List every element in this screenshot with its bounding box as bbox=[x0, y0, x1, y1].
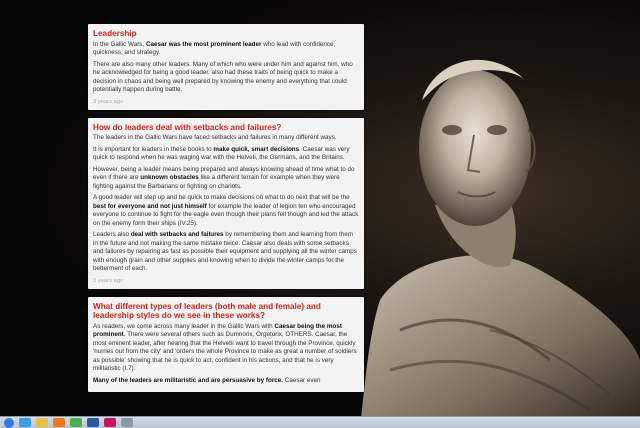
post-title[interactable]: What different types of leaders (both male and female) and leadership styles do we see in these works? bbox=[93, 301, 321, 320]
post-timestamp[interactable]: 3 years ago bbox=[93, 277, 124, 284]
post-paragraph bbox=[93, 377, 359, 386]
word-icon[interactable] bbox=[87, 418, 99, 427]
emphasis-text: best for everyone and not just himself bbox=[93, 202, 207, 210]
taskbar bbox=[0, 416, 640, 428]
body-text: . Caesar was very quick to respond when he was waging war with the Helveti, the Germans, and the Britains. bbox=[93, 145, 350, 161]
body-text: There are also many other leaders. Many of which who were under him and against him, who he acknowledged for being a good leader, also had these traits of being quick to make a decision in chaos and being well prepared by knowing the enemy and everything that could potentially happen during battle. bbox=[93, 60, 353, 93]
post-paragraph bbox=[93, 231, 359, 274]
post-card-leader-types bbox=[88, 297, 364, 393]
emphasis-text: Many of the leaders are militaristic and are persuasive by force. bbox=[93, 376, 284, 384]
folder-icon[interactable] bbox=[36, 418, 48, 427]
emphasis-text: deal with setbacks and failures bbox=[130, 231, 224, 238]
body-text: Leaders also bbox=[93, 231, 131, 238]
emphasis-text: unknown obstacles bbox=[140, 174, 199, 181]
post-paragraph bbox=[93, 134, 359, 143]
body-text: However, being a leader means being prepared and always knowing ahead of time what to do even if there are bbox=[93, 165, 355, 181]
emphasis-text: make quick, smart decisions bbox=[213, 145, 300, 153]
body-text: like a different terrain for example when they were fighting against the Barbarians or fighting on chariots. bbox=[93, 174, 340, 190]
start-orb-icon[interactable] bbox=[4, 418, 14, 428]
media-player-icon[interactable] bbox=[53, 418, 65, 427]
paint-icon[interactable] bbox=[104, 418, 116, 427]
body-text: It is important for leaders in these books to bbox=[93, 145, 214, 153]
blog-post-column bbox=[88, 24, 364, 400]
body-text: In the Gallic Wars, bbox=[93, 40, 146, 48]
body-text: by remembering them and learning from them in the future and not making the same mistake twice. Caesar also deals with some setbacks and failures by repairing as fast as possible their equipment and supplying all the winter camps with enough grain and other supplies and knowing when to divide the winter camps for the betterment of each. bbox=[93, 231, 357, 272]
internet-explorer-icon[interactable] bbox=[19, 418, 31, 427]
chrome-icon[interactable] bbox=[70, 418, 82, 427]
post-card-setbacks bbox=[88, 118, 364, 289]
post-paragraph bbox=[93, 323, 359, 374]
post-title[interactable]: Leadership bbox=[93, 29, 137, 38]
body-text: who lead with confidence, quickness, and strategy. bbox=[93, 40, 336, 56]
body-text: Caesar even bbox=[283, 376, 321, 384]
body-text: A good leader will step up and be quick to make decisions on what to do next that will be the bbox=[93, 194, 350, 201]
emphasis-text: Caesar being the most prominent bbox=[93, 322, 342, 338]
post-card-leadership bbox=[88, 24, 364, 110]
post-paragraph bbox=[93, 61, 359, 95]
post-paragraph bbox=[93, 146, 359, 163]
post-paragraph bbox=[93, 166, 359, 192]
body-text: . There were several others such as Dumnorix, Orgetorix, OTHERS. Caesar, the most eminent leader, after hearing that the Helvetii want to travel through the Province, quickly 'hurries out from the city' and 'orders the whole Province to make as great a number of soldiers as possible' showing that he is quick to act, confident in his actions, and that he is very militaristic (I.7). bbox=[93, 331, 357, 372]
post-title[interactable]: How do leaders deal with setbacks and failures? bbox=[93, 122, 282, 132]
post-paragraph bbox=[93, 194, 359, 228]
emphasis-text: Caesar was the most prominent leader bbox=[145, 40, 262, 48]
post-paragraph bbox=[93, 41, 359, 58]
settings-icon[interactable] bbox=[121, 418, 133, 427]
body-text: As readers, we come across many leader in the Gallic Wars with bbox=[93, 322, 275, 330]
post-timestamp[interactable]: 3 years ago bbox=[93, 98, 124, 105]
body-text: The leaders in the Gallic Wars have faced setbacks and failures in many different ways. bbox=[93, 134, 337, 141]
body-text: for example the leader of legion ten who encouraged everyone to continue to fight for the eagle even though their plans fell though and led the attack on the enemy form their ships (IV.25). bbox=[93, 202, 359, 227]
caesar-bust-image bbox=[340, 0, 640, 428]
